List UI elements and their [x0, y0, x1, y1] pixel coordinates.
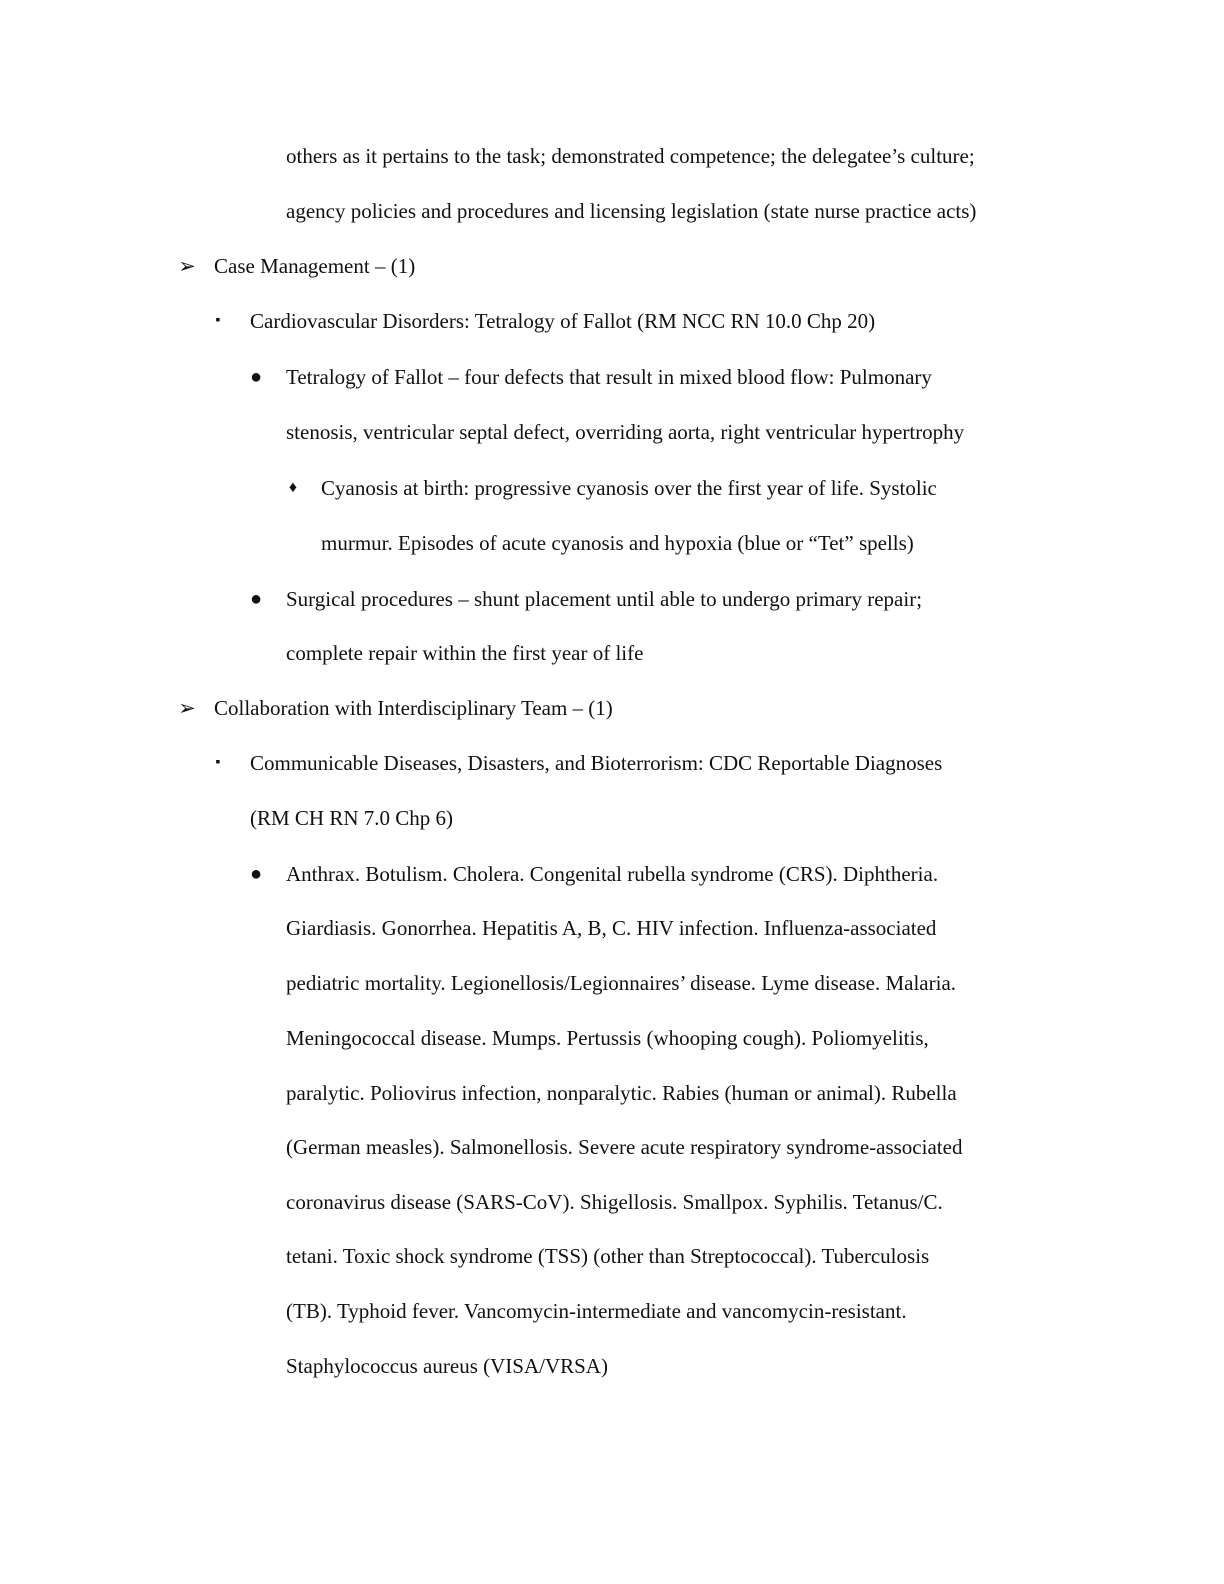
- diseases-line: coronavirus disease (SARS-CoV). Shigellosis. Smallpox. Syphilis. Tetanus/C.: [286, 1190, 943, 1214]
- cyanosis-line-1: Cyanosis at birth: progressive cyanosis over the first year of life. Systolic: [321, 476, 937, 500]
- arrow-bullet-icon: ➢: [178, 254, 196, 278]
- diseases-line: Giardiasis. Gonorrhea. Hepatitis A, B, C. HIV infection. Influenza-associated: [286, 916, 937, 940]
- section-collaboration: Collaboration with Interdisciplinary Team – (1): [214, 696, 613, 720]
- communicable-line-1: Communicable Diseases, Disasters, and Bioterrorism: CDC Reportable Diagnoses: [250, 751, 943, 775]
- dot-bullet-icon: ●: [249, 366, 263, 388]
- diseases-line: Anthrax. Botulism. Cholera. Congenital rubella syndrome (CRS). Diphtheria.: [286, 862, 939, 886]
- intro-line-2: agency policies and procedures and licensing legislation (state nurse practice acts): [286, 199, 977, 223]
- diseases-line: (German measles). Salmonellosis. Severe acute respiratory syndrome-associated: [286, 1135, 963, 1159]
- cyanosis-line-2: murmur. Episodes of acute cyanosis and hypoxia (blue or “Tet” spells): [321, 531, 914, 555]
- surgical-line-2: complete repair within the first year of life: [286, 641, 644, 665]
- square-bullet-icon: ▪: [215, 313, 221, 328]
- dot-bullet-icon: ●: [249, 588, 263, 610]
- tof-line-1: Tetralogy of Fallot – four defects that result in mixed blood flow: Pulmonary: [286, 365, 932, 389]
- diseases-line: pediatric mortality. Legionellosis/Legionnaires’ disease. Lyme disease. Malaria.: [286, 971, 957, 995]
- tof-line-2: stenosis, ventricular septal defect, overriding aorta, right ventricular hypertrophy: [286, 420, 965, 444]
- intro-line-1: others as it pertains to the task; demonstrated competence; the delegatee’s culture;: [286, 144, 975, 168]
- cardio-heading: Cardiovascular Disorders: Tetralogy of Fallot (RM NCC RN 10.0 Chp 20): [250, 309, 876, 333]
- surgical-line-1: Surgical procedures – shunt placement until able to undergo primary repair;: [286, 587, 923, 611]
- diseases-line: paralytic. Poliovirus infection, nonparalytic. Rabies (human or animal). Rubella: [286, 1081, 957, 1105]
- section-case-management: Case Management – (1): [214, 254, 416, 278]
- dot-bullet-icon: ●: [249, 863, 263, 885]
- arrow-bullet-icon: ➢: [178, 696, 196, 720]
- diamond-bullet-icon: ♦: [288, 479, 298, 496]
- square-bullet-icon: ▪: [215, 755, 221, 770]
- diseases-line: Meningococcal disease. Mumps. Pertussis (whooping cough). Poliomyelitis,: [286, 1026, 929, 1050]
- diseases-line: Staphylococcus aureus (VISA/VRSA): [286, 1354, 608, 1378]
- diseases-line: tetani. Toxic shock syndrome (TSS) (other than Streptococcal). Tuberculosis: [286, 1244, 930, 1268]
- communicable-line-2: (RM CH RN 7.0 Chp 6): [250, 806, 454, 830]
- diseases-line: (TB). Typhoid fever. Vancomycin-intermediate and vancomycin-resistant.: [286, 1299, 907, 1323]
